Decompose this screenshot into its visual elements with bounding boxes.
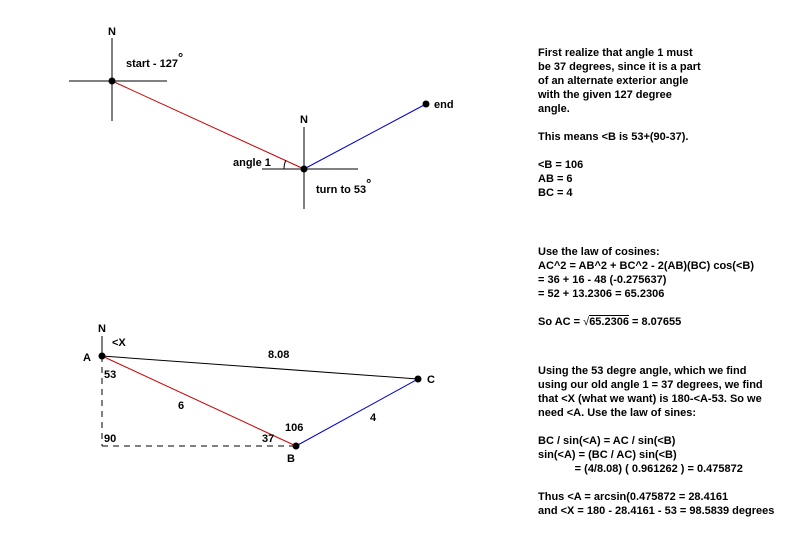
explanation-angle-1 xyxy=(538,46,701,116)
ab-length-label: 6 xyxy=(178,400,185,412)
bc-length-label: 4 xyxy=(370,412,377,424)
text-line: AB = 6 xyxy=(538,173,573,185)
point-b-label: B xyxy=(287,453,295,465)
sqrt-radicand: 65.2306 xyxy=(589,316,629,328)
text-line: need <A. Use the law of sines: xyxy=(538,407,697,419)
turn-degree-symbol: ° xyxy=(366,176,372,191)
text-line: angle. xyxy=(538,103,570,115)
point-a xyxy=(99,353,106,360)
north-label-a: N xyxy=(98,323,106,335)
text-line: with the given 127 degree xyxy=(538,89,672,101)
point-b xyxy=(293,443,300,450)
angle-53-label: 53 xyxy=(104,369,117,381)
text-line: BC / sin(<A) = AC / sin(<B) xyxy=(538,435,676,447)
side-ac xyxy=(102,356,418,379)
diagram-2 xyxy=(83,323,435,465)
law-of-cosines xyxy=(538,245,754,301)
text-line: of an alternate exterior angle xyxy=(538,75,689,87)
text-line: = 36 + 16 - 48 (-0.275637) xyxy=(538,274,667,286)
law-of-sines xyxy=(538,434,743,476)
end-label: end xyxy=(434,99,454,111)
north-label-turn: N xyxy=(300,114,308,126)
text-line: Using the 53 degre angle, which we find xyxy=(538,365,747,377)
sqrt-sign: √ xyxy=(583,316,590,328)
angle-37-label: 37 xyxy=(262,433,275,445)
north-label-start: N xyxy=(108,26,116,38)
ac-result xyxy=(538,315,681,329)
ac-length-label: 8.08 xyxy=(268,349,290,361)
x-angle-label: <X xyxy=(112,337,126,349)
text-line: First realize that angle 1 must xyxy=(538,47,693,59)
turn-label: turn to 53° xyxy=(316,176,372,196)
text-line: = 52 + 13.2306 = 65.2306 xyxy=(538,288,665,300)
text-line: Thus <A = arcsin(0.475872 = 28.4161 xyxy=(538,491,729,503)
leg-start-to-turn xyxy=(112,81,304,169)
text-line: BC = 4 xyxy=(538,187,573,199)
text-line: = (4/8.08) ( 0.961262 ) = 0.475872 xyxy=(538,463,743,475)
angle-106-label: 106 xyxy=(285,422,304,434)
start-degree-symbol: ° xyxy=(177,50,184,65)
diagram-1 xyxy=(69,26,454,209)
final-answer xyxy=(538,490,774,518)
angle-1-label: angle 1 xyxy=(233,157,271,169)
sqrt-prefix: So AC = xyxy=(538,316,584,328)
text-line: be 37 degrees, since it is a part xyxy=(538,61,701,73)
text-line xyxy=(538,315,681,329)
start-point xyxy=(109,78,116,85)
point-c xyxy=(415,376,422,383)
text-line: using our old angle 1 = 37 degrees, we find xyxy=(538,379,763,391)
given-values xyxy=(538,158,583,200)
angle-1-arc xyxy=(284,160,286,169)
explanation-angle-b xyxy=(538,130,688,144)
text-line: <B = 106 xyxy=(538,159,584,171)
start-label: start - 127° xyxy=(126,50,184,70)
text-line: sin(<A) = (BC / AC) sin(<B) xyxy=(538,449,677,461)
text-line: This means <B is 53+(90-37). xyxy=(538,131,689,143)
right-angle-90-label: 90 xyxy=(104,433,117,445)
leg-turn-to-end xyxy=(304,104,426,169)
point-c-label: C xyxy=(427,374,435,386)
text-line: that <X (what we want) is 180-<A-53. So we xyxy=(538,393,762,405)
sqrt-suffix: = 8.07655 xyxy=(628,316,682,328)
side-bc xyxy=(296,379,418,446)
text-line: AC^2 = AB^2 + BC^2 - 2(AB)(BC) cos(<B) xyxy=(538,260,754,272)
end-point xyxy=(423,101,430,108)
turn-point xyxy=(301,166,308,173)
point-a-label: A xyxy=(83,352,91,364)
law-of-sines-intro xyxy=(538,364,763,420)
text-line: and <X = 180 - 28.4161 - 53 = 98.5839 degrees xyxy=(538,505,775,517)
text-line: Use the law of cosines: xyxy=(538,246,660,258)
